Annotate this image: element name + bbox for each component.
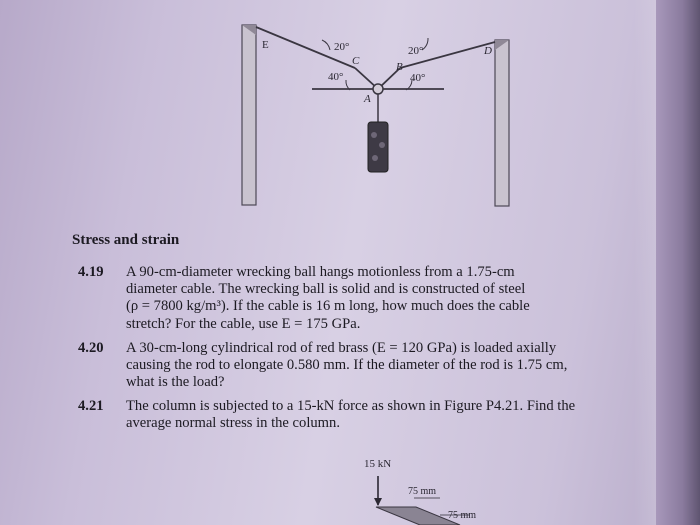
angle-label: 20°	[334, 41, 350, 53]
label-c: C	[352, 55, 360, 67]
problem-line: A 30-cm-long cylindrical rod of red brass (E = 120 GPa) is loaded axially	[126, 340, 557, 356]
angle-arc	[322, 40, 330, 50]
problem-number: 4.21	[78, 398, 104, 414]
label-b: B	[396, 61, 403, 73]
problem-line: diameter cable. The wrecking ball is solid and is constructed of steel	[126, 281, 526, 298]
weight-detail	[371, 132, 377, 138]
right-post	[495, 40, 509, 206]
dimension-label: 75 mm	[448, 510, 477, 521]
problem-number: 4.20	[78, 340, 104, 356]
problem-line: (ρ = 7800 kg/m³). If the cable is 16 m long, how much does the cable	[126, 298, 530, 315]
pulley-a	[373, 84, 383, 94]
problem-line: A 90-cm-diameter wrecking ball hangs motionless from a 1.75-cm	[126, 264, 515, 280]
left-post	[242, 25, 256, 205]
problem-line: stretch? For the cable, use E = 175 GPa.	[126, 315, 361, 332]
label-e: E	[262, 39, 269, 51]
angle-label: 40°	[410, 72, 426, 84]
problem-line: what is the load?	[126, 374, 225, 391]
label-a: A	[364, 93, 371, 105]
problem-line: causing the rod to elongate 0.580 mm. If the diameter of the rod is 1.75 cm,	[126, 357, 568, 374]
problem-number: 4.19	[78, 264, 104, 280]
section-heading: Stress and strain	[72, 232, 180, 248]
force-arrowhead	[374, 498, 382, 506]
problem-text	[126, 340, 616, 392]
problem-text	[126, 264, 616, 333]
angle-label: 20°	[408, 45, 424, 57]
hanging-weight	[368, 122, 388, 172]
weight-detail	[372, 155, 378, 161]
force-label: 15 kN	[364, 458, 392, 470]
problem-line: average normal stress in the column.	[126, 415, 340, 432]
problem-text	[126, 398, 616, 432]
angle-label: 40°	[328, 71, 344, 83]
weight-detail	[379, 142, 385, 148]
dimension-label: 75 mm	[408, 486, 437, 497]
problem-line: The column is subjected to a 15-kN force as shown in Figure P4.21. Find the	[126, 398, 576, 414]
label-d: D	[484, 45, 492, 57]
